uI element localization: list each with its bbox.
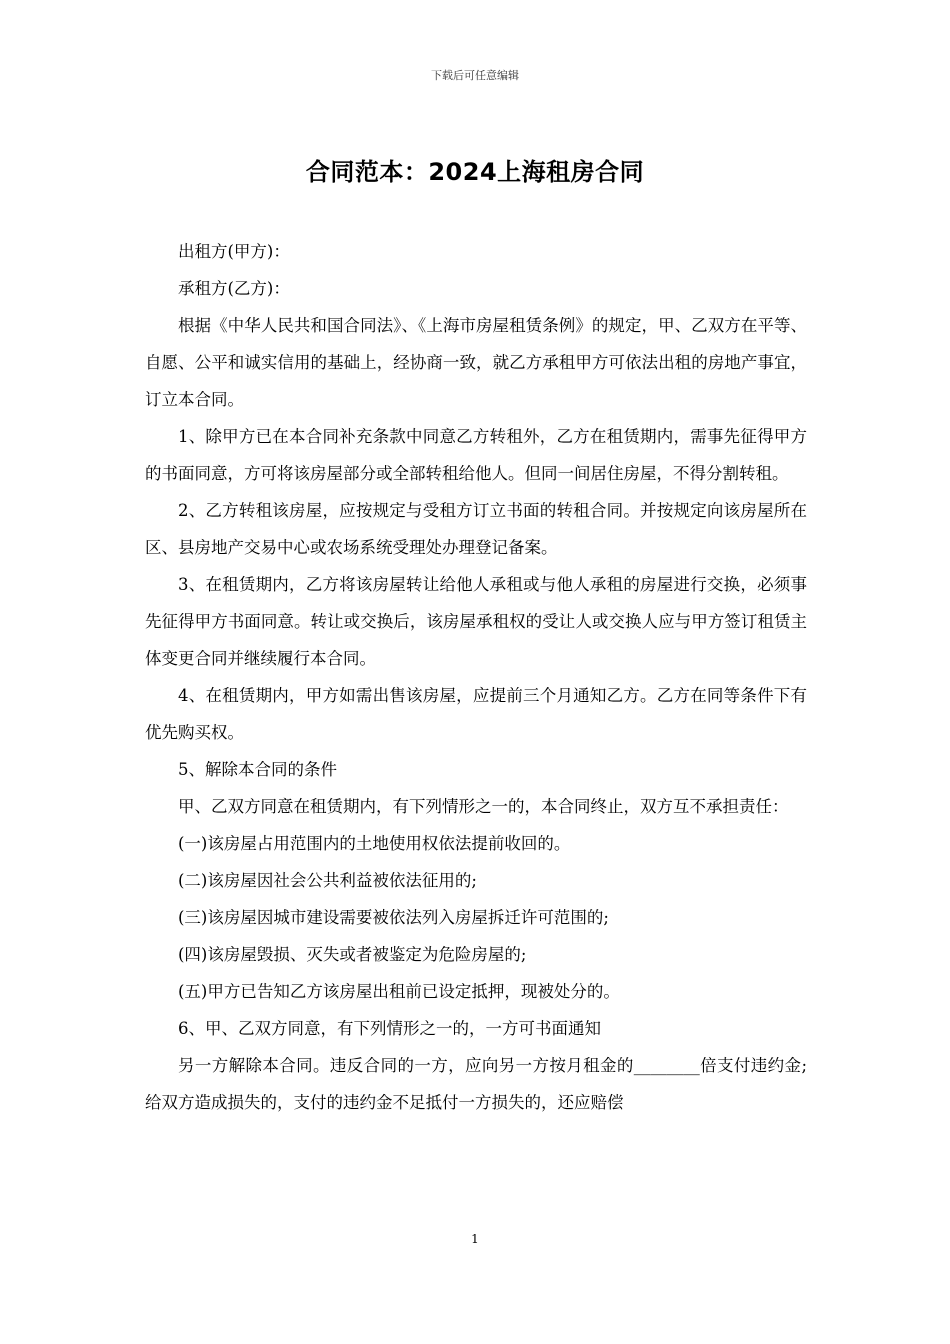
clause-3: 3、在租赁期内，乙方将该房屋转让给他人承租或与他人承租的房屋进行交换，必须事先征得甲方书面同意。转让或交换后，该房屋承租权的受让人或交换人应与甲方签订租赁主体变更合同并继续履行本合同。 <box>145 575 807 668</box>
clause-5-item-2: (二)该房屋因社会公共利益被依法征用的; <box>178 871 477 890</box>
document-title: 合同范本：2024上海租房合同 <box>305 158 645 186</box>
clause-6-heading: 6、甲、乙双方同意，有下列情形之一的，一方可书面通知 <box>178 1019 601 1038</box>
clause-5-item-3: (三)该房屋因城市建设需要被依法列入房屋拆迁许可范围的; <box>178 908 609 927</box>
clause-5-item-4: (四)该房屋毁损、灭失或者被鉴定为危险房屋的; <box>178 945 527 964</box>
clause-5-item-1: (一)该房屋占用范围内的土地使用权依法提前收回的。 <box>178 834 571 853</box>
clause-1: 1、除甲方已在本合同补充条款中同意乙方转租外，乙方在租赁期内，需事先征得甲方的书面同意，方可将该房屋部分或全部转租给他人。但同一间居住房屋，不得分割转租。 <box>145 427 807 483</box>
preamble-paragraph: 根据《中华人民共和国合同法》、《上海市房屋租赁条例》的规定，甲、乙双方在平等、自愿、公平和诚实信用的基础上，经协商一致，就乙方承租甲方可依法出租的房地产事宜，订立本合同。 <box>145 316 807 409</box>
clause-4: 4、在租赁期内，甲方如需出售该房屋，应提前三个月通知乙方。乙方在同等条件下有优先购买权。 <box>145 686 807 742</box>
clause-5-item-5: (五)甲方已告知乙方该房屋出租前已设定抵押，现被处分的。 <box>178 982 620 1001</box>
clause-5-heading: 5、解除本合同的条件 <box>178 760 337 779</box>
clause-5-intro: 甲、乙双方同意在租赁期内，有下列情形之一的，本合同终止，双方互不承担责任： <box>178 797 789 816</box>
party-lessee: 承租方(乙方)： <box>178 279 290 298</box>
party-lessor: 出租方(甲方)： <box>178 242 290 261</box>
clause-2: 2、乙方转租该房屋，应按规定与受租方订立书面的转租合同。并按规定向该房屋所在区、县房地产交易中心或农场系统受理处办理登记备案。 <box>145 501 807 557</box>
page-header-note: 下载后可任意编辑 <box>431 69 519 82</box>
document-body <box>145 233 807 1121</box>
clause-6-body: 另一方解除本合同。违反合同的一方，应向另一方按月租金的________倍支付违约金;给双方造成损失的，支付的违约金不足抵付一方损失的，还应赔偿 <box>145 1056 807 1112</box>
page-number: 1 <box>471 1232 479 1246</box>
